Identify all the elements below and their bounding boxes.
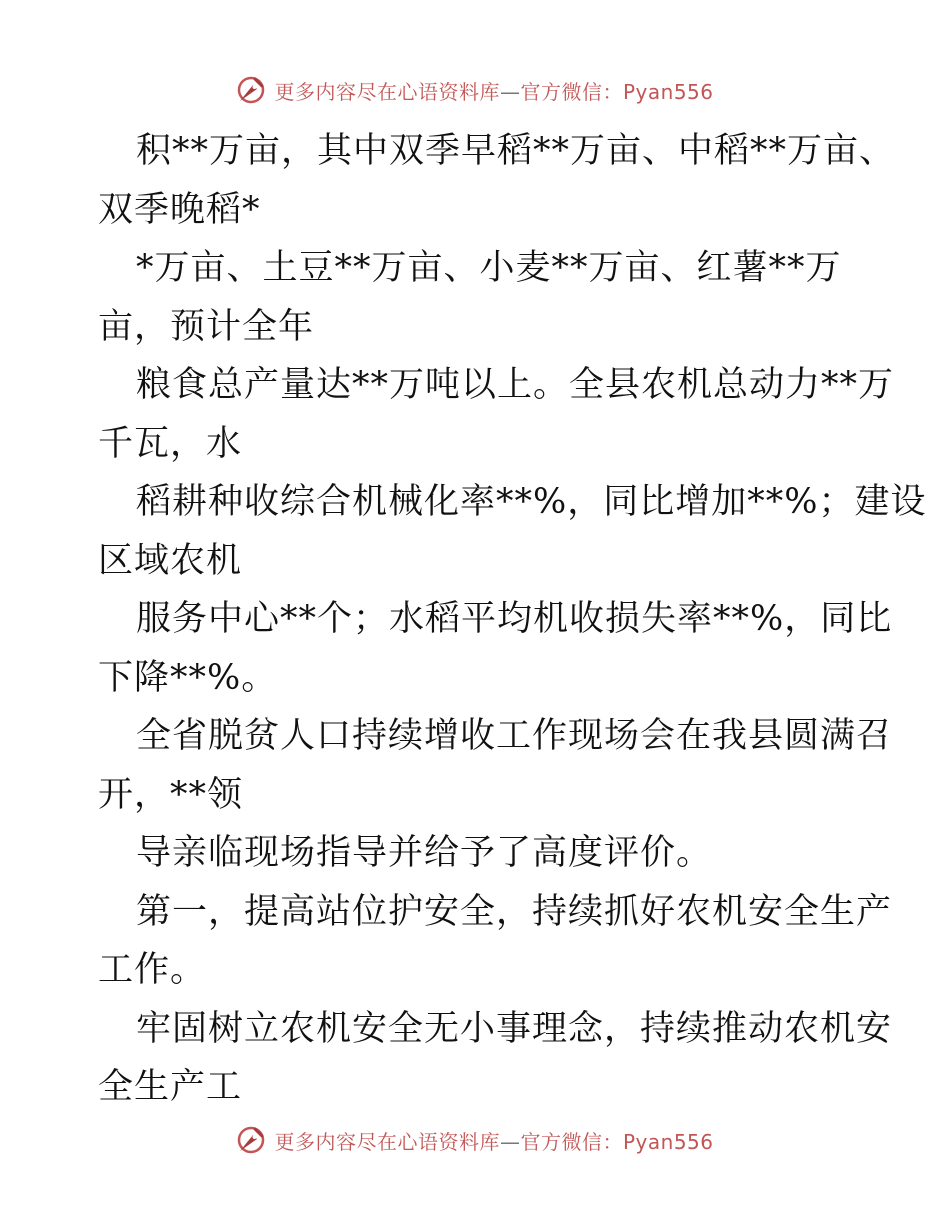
footer-watermark-banner [0, 1120, 950, 1160]
paragraph [98, 473, 927, 590]
paragraph-line: *万亩、土豆**万亩、小麦**万亩、红薯**万 [136, 248, 842, 288]
header-watermark-banner [0, 70, 950, 110]
paragraph-line: 第一，提高站位护安全，持续抓好农机安全生产 [136, 891, 893, 932]
banner-separator: — [499, 79, 521, 104]
pen-nib-circle-icon [236, 1125, 266, 1155]
paragraph-line: 全生产工 [98, 1067, 243, 1107]
paragraph [98, 122, 896, 239]
paragraph-line: 稻耕种收综合机械化率**%，同比增加**%；建设 [136, 482, 927, 522]
banner-separator: — [499, 1129, 521, 1154]
paragraph-line: 工作。 [98, 950, 207, 990]
paragraph-line: 开，**领 [98, 774, 244, 815]
paragraph [98, 824, 858, 883]
paragraph-line: 区域农机 [98, 540, 243, 581]
paragraph-line: 牢固树立农机安全无小事理念，持续推动农机安 [136, 1008, 893, 1049]
banner-handle: Pyan556 [622, 79, 714, 104]
paragraph-line: 全省脱贫人口持续增收工作现场会在我县圆满召 [136, 716, 893, 756]
paragraph-line: 服务中心**个；水稻平均机收损失率**%，同比 [136, 599, 893, 639]
paragraph [98, 590, 893, 707]
document-body [98, 122, 927, 1117]
paragraph-line: 积**万亩，其中双季早稻**万亩、中稻**万亩、 [136, 131, 896, 171]
banner-text [274, 76, 713, 105]
paragraph-line: 千瓦，水 [98, 423, 243, 464]
banner-label: 官方微信： [520, 1129, 623, 1154]
paragraph-line: 导亲临现场指导并给予了高度评价。 [136, 833, 713, 873]
paragraph [98, 356, 895, 473]
banner-site-name: 更多内容尽在心语资料库 [274, 1129, 500, 1154]
paragraph [98, 883, 893, 1000]
paragraph-line: 粮食总产量达**万吨以上。全县农机总动力**万 [136, 365, 895, 405]
banner-text [274, 1126, 713, 1155]
paragraph-line: 亩，预计全年 [98, 306, 315, 347]
banner-label: 官方微信： [520, 79, 623, 104]
pen-nib-circle-icon [236, 75, 266, 105]
paragraph [98, 1000, 893, 1117]
paragraph-line: 下降**%。 [98, 657, 278, 698]
paragraph [98, 707, 893, 824]
banner-handle: Pyan556 [622, 1129, 714, 1154]
paragraph [98, 239, 858, 356]
banner-site-name: 更多内容尽在心语资料库 [274, 79, 500, 104]
paragraph-line: 双季晚稻* [98, 189, 261, 230]
